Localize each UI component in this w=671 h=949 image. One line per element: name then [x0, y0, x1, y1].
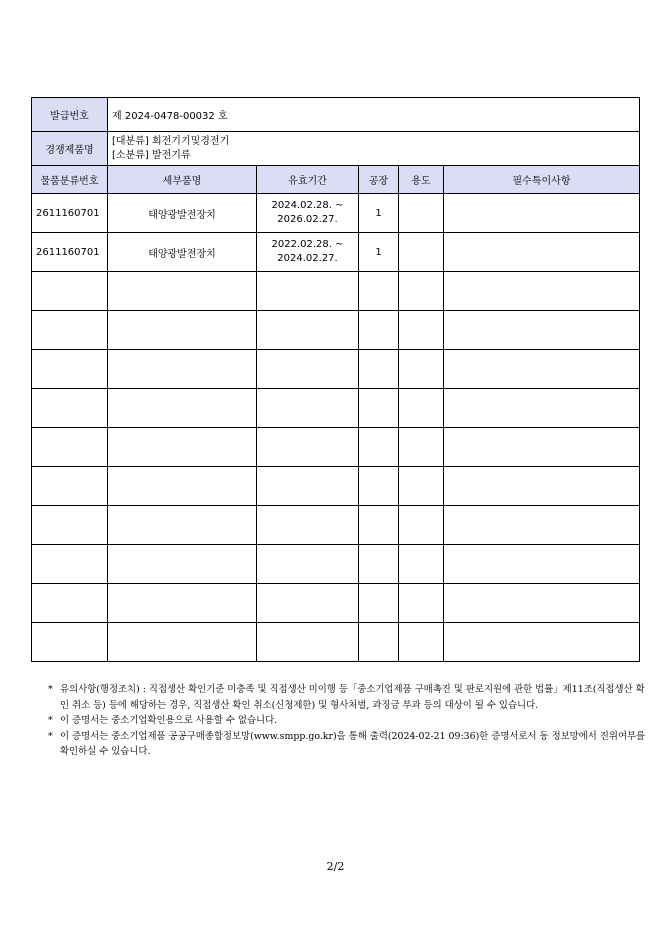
cell-factory: 1 [359, 194, 399, 233]
product-major-category: [대분류] 회전기기및경전기 [112, 135, 230, 147]
empty-row [32, 272, 640, 311]
empty-cell [32, 272, 108, 311]
empty-cell [108, 623, 257, 662]
empty-row [32, 623, 640, 662]
empty-cell [257, 467, 359, 506]
bullet-mark: * [48, 684, 53, 695]
empty-cell [444, 584, 640, 623]
notice-text: 이 증명서는 중소기업확인용으로 사용할 수 없습니다. [60, 715, 278, 726]
cell-name: 태양광발전장치 [108, 194, 257, 233]
empty-cell [108, 584, 257, 623]
bullet-mark: * [48, 715, 53, 726]
empty-cell [108, 350, 257, 389]
empty-cell [399, 428, 444, 467]
empty-row [32, 584, 640, 623]
col-header-name: 세부품명 [108, 166, 257, 194]
empty-cell [444, 389, 640, 428]
empty-cell [257, 623, 359, 662]
col-header-use: 용도 [399, 166, 444, 194]
empty-cell [32, 467, 108, 506]
product-name-label: 경쟁제품명 [32, 132, 108, 166]
product-name-value [108, 132, 640, 166]
empty-cell [444, 506, 640, 545]
period-line: 2024.02.28. ~ [271, 200, 344, 211]
empty-cell [32, 311, 108, 350]
cell-notes [444, 233, 640, 272]
empty-cell [399, 467, 444, 506]
empty-cell [359, 545, 399, 584]
notice-text: 이 증명서는 중소기업제품 공공구매종합정보망(www.smpp.go.kr)을 통해 출력(2024-02-21 09:36)한 증명서로서 동 정보망에서 진위여부를 확인하실 수 있습니다. [60, 730, 646, 757]
empty-cell [257, 272, 359, 311]
table-row [32, 233, 640, 272]
period-line: 2026.02.27. [277, 214, 338, 225]
empty-cell [32, 584, 108, 623]
page-number: 2/2 [326, 860, 345, 873]
empty-cell [257, 311, 359, 350]
empty-cell [399, 623, 444, 662]
empty-row [32, 350, 640, 389]
empty-cell [359, 311, 399, 350]
cell-period [257, 194, 359, 233]
empty-cell [444, 467, 640, 506]
empty-cell [399, 389, 444, 428]
empty-cell [257, 545, 359, 584]
empty-cell [359, 623, 399, 662]
column-header-row [32, 166, 640, 194]
cell-name: 태양광발전장치 [108, 233, 257, 272]
empty-cell [359, 428, 399, 467]
col-header-code: 물품분류번호 [32, 166, 108, 194]
product-minor-category: [소분류] 발전기류 [112, 149, 191, 161]
empty-cell [108, 272, 257, 311]
empty-cell [32, 428, 108, 467]
empty-cell [444, 545, 640, 584]
cell-period [257, 233, 359, 272]
cell-use [399, 194, 444, 233]
empty-cell [108, 545, 257, 584]
empty-cell [32, 545, 108, 584]
empty-row [32, 467, 640, 506]
col-header-notes: 필수특이사항 [444, 166, 640, 194]
cell-use [399, 233, 444, 272]
empty-cell [257, 506, 359, 545]
empty-cell [108, 467, 257, 506]
issue-number-value: 제 2024-0478-00032 호 [108, 98, 640, 132]
empty-cell [444, 350, 640, 389]
period-line: 2022.02.28. ~ [271, 239, 344, 250]
empty-cell [359, 389, 399, 428]
table-row [32, 194, 640, 233]
empty-cell [359, 350, 399, 389]
empty-cell [32, 623, 108, 662]
col-header-period: 유효기간 [257, 166, 359, 194]
notice-section [48, 682, 648, 760]
empty-cell [399, 350, 444, 389]
empty-cell [359, 272, 399, 311]
empty-cell [108, 311, 257, 350]
cell-code: 2611160701 [32, 194, 108, 233]
empty-cell [444, 623, 640, 662]
empty-cell [257, 584, 359, 623]
empty-cell [444, 311, 640, 350]
empty-cell [444, 428, 640, 467]
empty-cell [399, 272, 444, 311]
bullet-mark: * [48, 730, 53, 742]
notice-item-admin [48, 682, 648, 713]
empty-row [32, 428, 640, 467]
empty-row [32, 545, 640, 584]
empty-cell [257, 428, 359, 467]
empty-cell [359, 584, 399, 623]
empty-row [32, 311, 640, 350]
empty-cell [399, 545, 444, 584]
empty-cell [108, 506, 257, 545]
empty-cell [444, 272, 640, 311]
empty-row [32, 506, 640, 545]
empty-cell [32, 506, 108, 545]
notice-text: 유의사항(행정조치) : 직접생산 확인기준 미충족 및 직접생산 미이행 등「중소기업제품 구매촉진 및 판로지원에 관한 법률」제11조(직접생산 확인 취소 등) 등에 해당하는 경우, 직접생산 확인 취소(신청제한) 및 형사처벌, 과징금 부과 등의 대상이 될 수 있습니다. [60, 684, 645, 711]
product-name-row [32, 132, 640, 166]
empty-cell [108, 428, 257, 467]
issue-number-row [32, 98, 640, 132]
empty-cell [399, 506, 444, 545]
empty-cell [257, 350, 359, 389]
empty-cell [108, 389, 257, 428]
cell-code: 2611160701 [32, 233, 108, 272]
empty-cell [399, 311, 444, 350]
cell-factory: 1 [359, 233, 399, 272]
certificate-table [31, 97, 640, 662]
empty-cell [257, 389, 359, 428]
empty-cell [399, 584, 444, 623]
notice-item-verification [48, 729, 648, 760]
issue-number-label: 발급번호 [32, 98, 108, 132]
cell-notes [444, 194, 640, 233]
empty-cell [32, 389, 108, 428]
empty-row [32, 389, 640, 428]
empty-cell [359, 467, 399, 506]
empty-cell [32, 350, 108, 389]
period-line: 2024.02.27. [277, 253, 338, 264]
notice-item-usage [48, 713, 648, 729]
col-header-factory: 공장 [359, 166, 399, 194]
certificate-sheet [31, 97, 639, 662]
empty-cell [359, 506, 399, 545]
